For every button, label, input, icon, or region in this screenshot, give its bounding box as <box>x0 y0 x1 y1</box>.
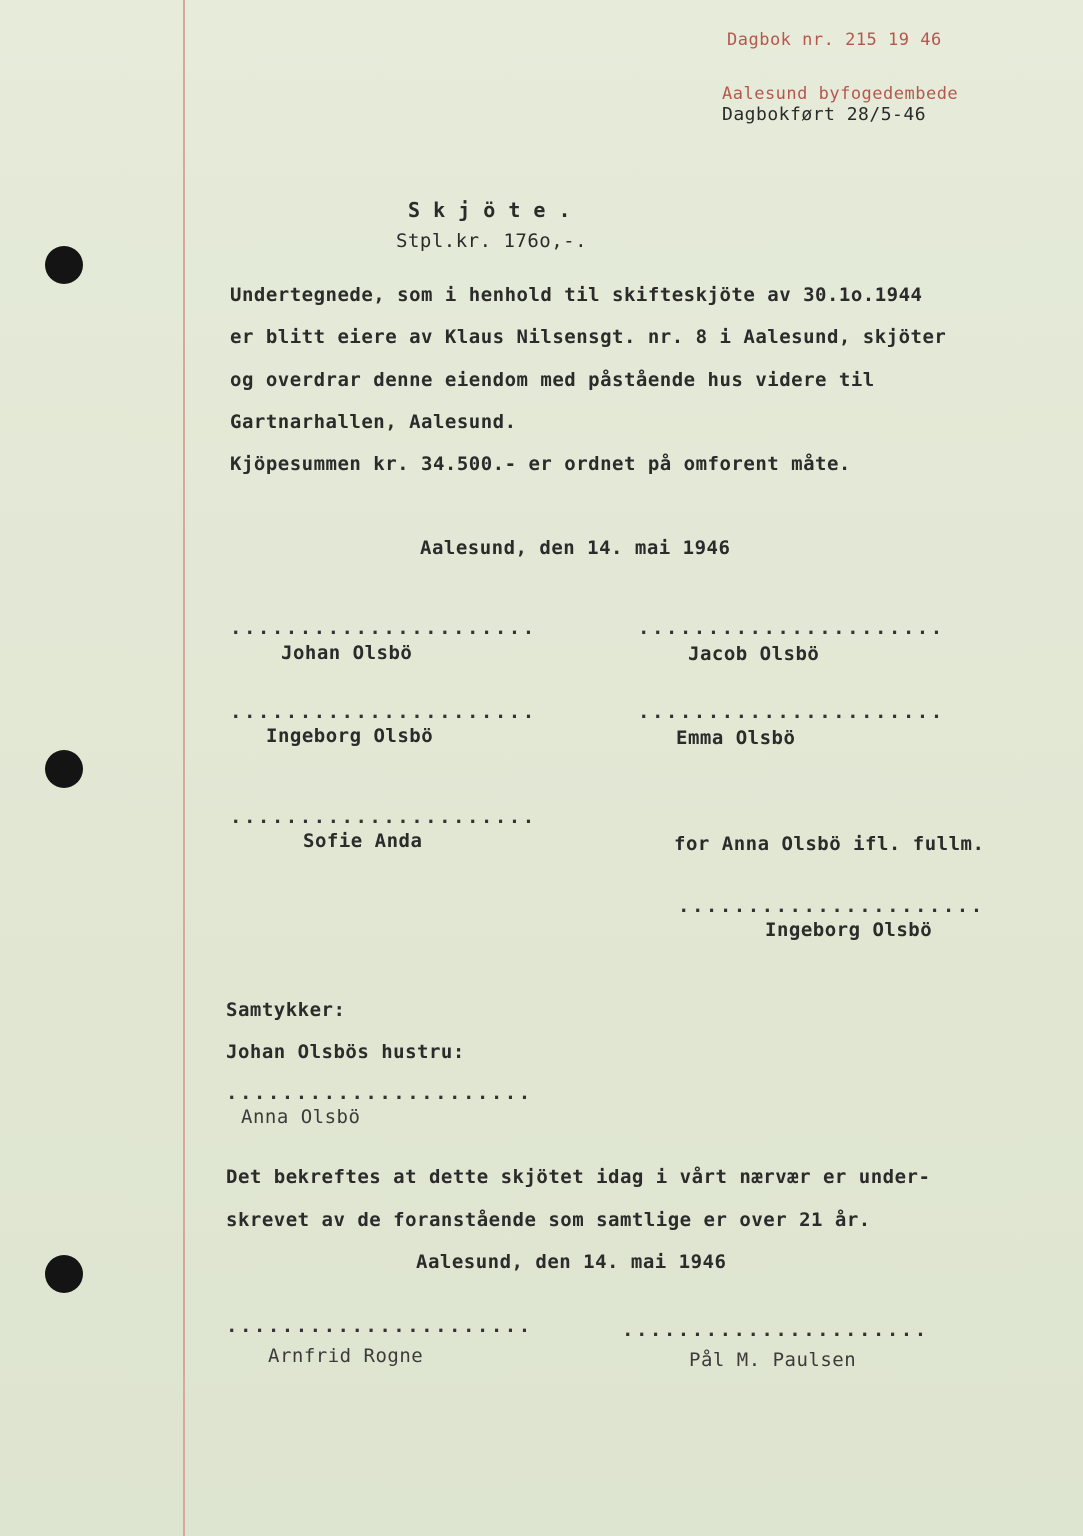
signature-line: ...................... <box>638 701 945 723</box>
signature-line: ...................... <box>230 806 537 828</box>
witness-name: Arnfrid Rogne <box>268 1345 424 1367</box>
signatory-name: Ingeborg Olsbö <box>765 919 933 941</box>
signatory-name: Sofie Anda <box>303 830 423 852</box>
proxy-note: for Anna Olsbö ifl. fullm. <box>674 833 985 855</box>
signature-line: ...................... <box>230 617 537 639</box>
body-line: Undertegnede, som i henhold til skifteskjöte av 30.1o.1944 <box>230 284 923 306</box>
punch-hole <box>45 750 83 788</box>
signature-line: ...................... <box>226 1082 533 1104</box>
signatory-name: Ingeborg Olsbö <box>266 725 434 747</box>
witness-text: Det bekreftes at dette skjötet idag i vårt nærvær er under- <box>226 1166 931 1188</box>
punch-hole <box>45 1255 83 1293</box>
stamp-duty: Stpl.kr. 176o,-. <box>396 230 588 252</box>
signatory-name: Emma Olsbö <box>676 727 796 749</box>
stamp-registered-date: Dagbokført 28/5-46 <box>722 104 927 125</box>
place-date: Aalesund, den 14. mai 1946 <box>416 1251 727 1273</box>
signatory-name: Johan Olsbö <box>281 642 413 664</box>
margin-rule <box>183 0 185 1536</box>
body-line: Kjöpesummen kr. 34.500.- er ordnet på omforent måte. <box>230 453 851 475</box>
signature-line: ...................... <box>226 1315 533 1337</box>
witness-text: skrevet av de foranstående som samtlige er over 21 år. <box>226 1209 871 1231</box>
place-date: Aalesund, den 14. mai 1946 <box>420 537 731 559</box>
signatory-name: Jacob Olsbö <box>688 643 820 665</box>
consent-spouse: Johan Olsbös hustru: <box>226 1041 465 1063</box>
consent-label: Samtykker: <box>226 999 346 1021</box>
document-title: S k j ö t e . <box>408 198 572 222</box>
stamp-office: Aalesund byfogedembede <box>722 84 959 104</box>
punch-hole <box>45 246 83 284</box>
signature-line: ...................... <box>622 1319 929 1341</box>
consent-name: Anna Olsbö <box>241 1106 361 1128</box>
body-line: og overdrar denne eiendom med påstående hus videre til <box>230 369 875 391</box>
body-line: er blitt eiere av Klaus Nilsensgt. nr. 8 i Aalesund, skjöter <box>230 326 947 348</box>
signature-line: ...................... <box>638 617 945 639</box>
signature-line: ...................... <box>678 895 985 917</box>
stamp-journal-number: Dagbok nr. 215 19 46 <box>727 30 942 50</box>
signature-line: ...................... <box>230 701 537 723</box>
body-line: Gartnarhallen, Aalesund. <box>230 411 517 433</box>
witness-name: Pål M. Paulsen <box>689 1349 857 1371</box>
